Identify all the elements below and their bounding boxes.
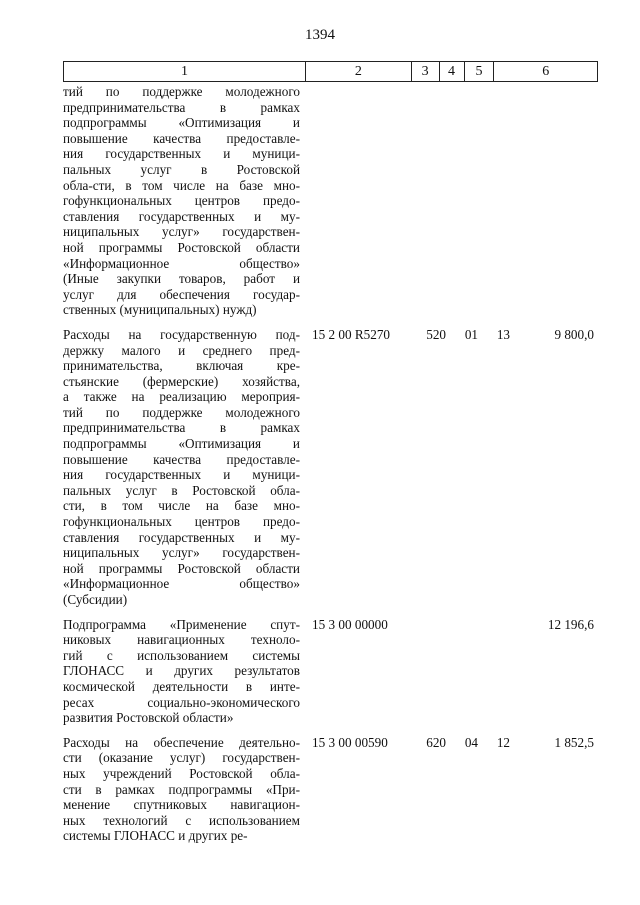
- description-line: ных учреждений Ростовской обла-: [63, 765, 300, 781]
- row-section: 01: [464, 326, 478, 342]
- row-expense-type: 620: [426, 734, 446, 750]
- table-row: [63, 327, 598, 608]
- row-code: 15 3 00 00000: [312, 616, 388, 632]
- description-line: тий по поддержке молодежного: [63, 404, 300, 420]
- row-code: 15 3 00 00590: [312, 734, 388, 750]
- description-line: ставления государственных и му-: [63, 208, 300, 224]
- table-header: [63, 61, 598, 82]
- description-line: системы ГЛОНАСС и других ре-: [63, 828, 248, 844]
- description-line: Расходы на государственную под-: [63, 326, 300, 342]
- row-amount: 12 196,6: [547, 616, 594, 632]
- description-line: а также на реализацию мероприя-: [63, 389, 300, 405]
- row-section: [446, 617, 478, 726]
- row-subsection: 12: [496, 734, 510, 750]
- row-expense-type: 520: [426, 326, 446, 342]
- description-line: «Информационное общество»: [63, 576, 300, 592]
- description-line: принимательства, включая кре-: [63, 358, 300, 374]
- description-line: подпрограммы «Оптимизация и: [63, 436, 300, 452]
- table-row: [63, 84, 598, 318]
- description-line: повышение качества предоставле-: [63, 451, 300, 467]
- row-description: [63, 735, 300, 844]
- description-line: сти (оказание услуг) государствен-: [63, 750, 300, 766]
- row-amount: 1 852,5: [554, 734, 594, 750]
- row-description: [63, 84, 300, 318]
- description-line: ных технологий с использованием: [63, 812, 300, 828]
- row-subsection: 13: [496, 326, 510, 342]
- row-section: 04: [464, 734, 478, 750]
- description-line: ниципальных услуг» государствен-: [63, 224, 300, 240]
- description-line: Расходы на обеспечение деятельно-: [63, 734, 300, 750]
- description-line: тий по поддержке молодежного: [63, 84, 300, 99]
- description-line: развития Ростовской области»: [63, 710, 234, 726]
- row-amount: [510, 84, 598, 318]
- row-description: [63, 617, 300, 726]
- header-col-5: 5: [465, 62, 495, 81]
- description-line: предпринимательства в рамках: [63, 99, 300, 115]
- header-col-1: 1: [64, 62, 306, 81]
- table-row: [63, 735, 598, 844]
- description-line: стьянские (фермерские) хозяйства,: [63, 373, 300, 389]
- description-line: Подпрограмма «Применение спут-: [63, 616, 300, 632]
- description-line: держку малого и среднего пред-: [63, 342, 300, 358]
- header-col-6: 6: [542, 64, 550, 79]
- description-line: гий с использованием системы: [63, 647, 300, 663]
- page-number: 1394: [305, 27, 335, 43]
- description-line: ниципальных услуг» государствен-: [63, 545, 300, 561]
- row-description: [63, 327, 300, 608]
- description-line: ресах социально-экономического: [63, 694, 300, 710]
- description-line: гофункциональных центров предо-: [63, 193, 300, 209]
- description-line: (Иные закупки товаров, работ и: [63, 271, 300, 287]
- description-line: ГЛОНАСС и других результатов: [63, 663, 300, 679]
- description-line: никовых навигационных техноло-: [63, 632, 300, 648]
- table-body: [63, 84, 598, 853]
- description-line: пальных услуг в Ростовской обла-: [63, 482, 300, 498]
- description-line: ния государственных и муници-: [63, 467, 300, 483]
- row-expense-type: [412, 84, 446, 318]
- description-line: менение спутниковых навигацион-: [63, 797, 300, 813]
- description-line: пальных услуг в Ростовской: [63, 161, 300, 177]
- description-line: гофункциональных центров предо-: [63, 514, 300, 530]
- row-expense-type: [412, 617, 446, 726]
- description-line: повышение качества предоставле-: [63, 130, 300, 146]
- description-line: (Субсидии): [63, 592, 128, 607]
- description-line: обла-сти, в том числе на базе мно-: [63, 177, 300, 193]
- description-line: ставления государственных и му-: [63, 529, 300, 545]
- row-section: [446, 84, 478, 318]
- row-subsection: [478, 617, 510, 726]
- description-line: услуг для обеспечения государ-: [63, 286, 300, 302]
- description-line: подпрограммы «Оптимизация и: [63, 115, 300, 131]
- description-line: сти, в том числе на базе мно-: [63, 498, 300, 514]
- description-line: сти в рамках подпрограммы «При-: [63, 781, 300, 797]
- table-row: [63, 617, 598, 726]
- description-line: предпринимательства в рамках: [63, 420, 300, 436]
- header-col-3: 3: [412, 62, 440, 81]
- description-line: ной программы Ростовской области: [63, 560, 300, 576]
- description-line: ния государственных и муници-: [63, 146, 300, 162]
- row-code: [300, 84, 412, 318]
- description-line: ственных (муниципальных) нужд): [63, 302, 257, 318]
- header-col-2: 2: [306, 62, 412, 81]
- description-line: ной программы Ростовской области: [63, 239, 300, 255]
- description-line: космической деятельности в инте-: [63, 678, 300, 694]
- header-col-4: 4: [440, 62, 465, 81]
- row-code: 15 2 00 R5270: [312, 326, 391, 342]
- row-amount: 9 800,0: [554, 326, 594, 342]
- row-subsection: [478, 84, 510, 318]
- description-line: «Информационное общество»: [63, 255, 300, 271]
